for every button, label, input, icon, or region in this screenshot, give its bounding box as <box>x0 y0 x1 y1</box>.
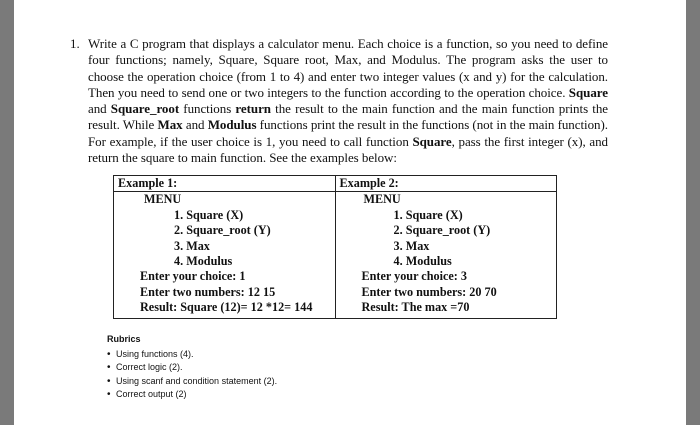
example-2-menu-item: 3. Max <box>393 238 430 253</box>
example-2-menu-title: MENU <box>363 192 401 207</box>
question-text-run: functions <box>179 101 236 117</box>
question-paragraph <box>88 36 608 166</box>
example-1-menu-item: 1. Square (X) <box>174 207 244 222</box>
left-border <box>0 0 14 425</box>
question-number: 1. <box>70 36 80 51</box>
example-2-body <box>336 192 557 317</box>
rubric-item: • Correct output (2) <box>107 388 277 402</box>
emphasized-term: return <box>235 101 271 117</box>
emphasized-term: Max <box>157 117 183 133</box>
emphasized-term: Square_root <box>110 101 180 117</box>
rubrics-section <box>107 333 277 402</box>
rubric-item: • Using scanf and condition statement (2). <box>107 375 277 389</box>
example-1-menu-item: 4. Modulus <box>174 254 233 269</box>
example-1-body <box>114 192 335 317</box>
example-1-numbers-line: Enter two numbers: 12 15 <box>140 284 276 299</box>
rubric-item: • Using functions (4). <box>107 348 277 362</box>
example-2-menu-item: 4. Modulus <box>393 254 452 269</box>
question-text-run: , pass the first integer (x), and return the square to main function. See the examples below: <box>88 133 608 166</box>
question-text-run: and <box>182 117 208 133</box>
rubrics-title: Rubrics <box>107 334 141 344</box>
rubrics-list <box>107 348 277 402</box>
example-1-menu-item: 2. Square_root (Y) <box>174 223 271 238</box>
example-1-result-line: Result: Square (12)= 12 *12= 144 <box>140 300 313 315</box>
emphasized-term: Square <box>412 133 452 149</box>
example-2-result-line: Result: The max =70 <box>361 300 470 315</box>
rubric-item: • Correct logic (2). <box>107 361 277 375</box>
example-1-cell <box>114 176 336 319</box>
emphasized-term: Square <box>568 84 608 100</box>
question-text-run: Write a C program that displays a calculator menu. Each choice is a function, so you need to define four functions; namely, Square, Square root, Max, and Modulus. The program asks the user to choose the operation choice (from 1 to 4) and enter two integer values (x and y) for the calculation. Then you need to send one or two integers to the function according to the operation choice. <box>88 36 608 100</box>
example-2-menu-item: 2. Square_root (Y) <box>393 223 491 238</box>
example-1-title: Example 1: <box>114 176 335 192</box>
example-2-menu-item: 1. Square (X) <box>393 207 463 222</box>
example-2-title: Example 2: <box>336 176 557 192</box>
example-2-choice-line: Enter your choice: 3 <box>361 269 467 284</box>
question-text-run: and <box>88 101 111 117</box>
question-block <box>70 36 608 166</box>
emphasized-term: Modulus <box>207 117 257 133</box>
right-border <box>686 0 700 425</box>
question-text-run: functions print the result in the functions (not in the main function). For example, if the user choice is 1, you need to call function <box>88 117 608 149</box>
examples-table <box>113 175 557 319</box>
question-text-run: the result to the main function and the main function prints the result. While <box>88 101 608 133</box>
example-2-numbers-line: Enter two numbers: 20 70 <box>361 284 497 299</box>
example-1-menu-title: MENU <box>144 192 182 207</box>
example-1-menu-item: 3. Max <box>174 238 210 253</box>
example-1-choice-line: Enter your choice: 1 <box>140 269 246 284</box>
example-2-cell <box>335 176 557 319</box>
